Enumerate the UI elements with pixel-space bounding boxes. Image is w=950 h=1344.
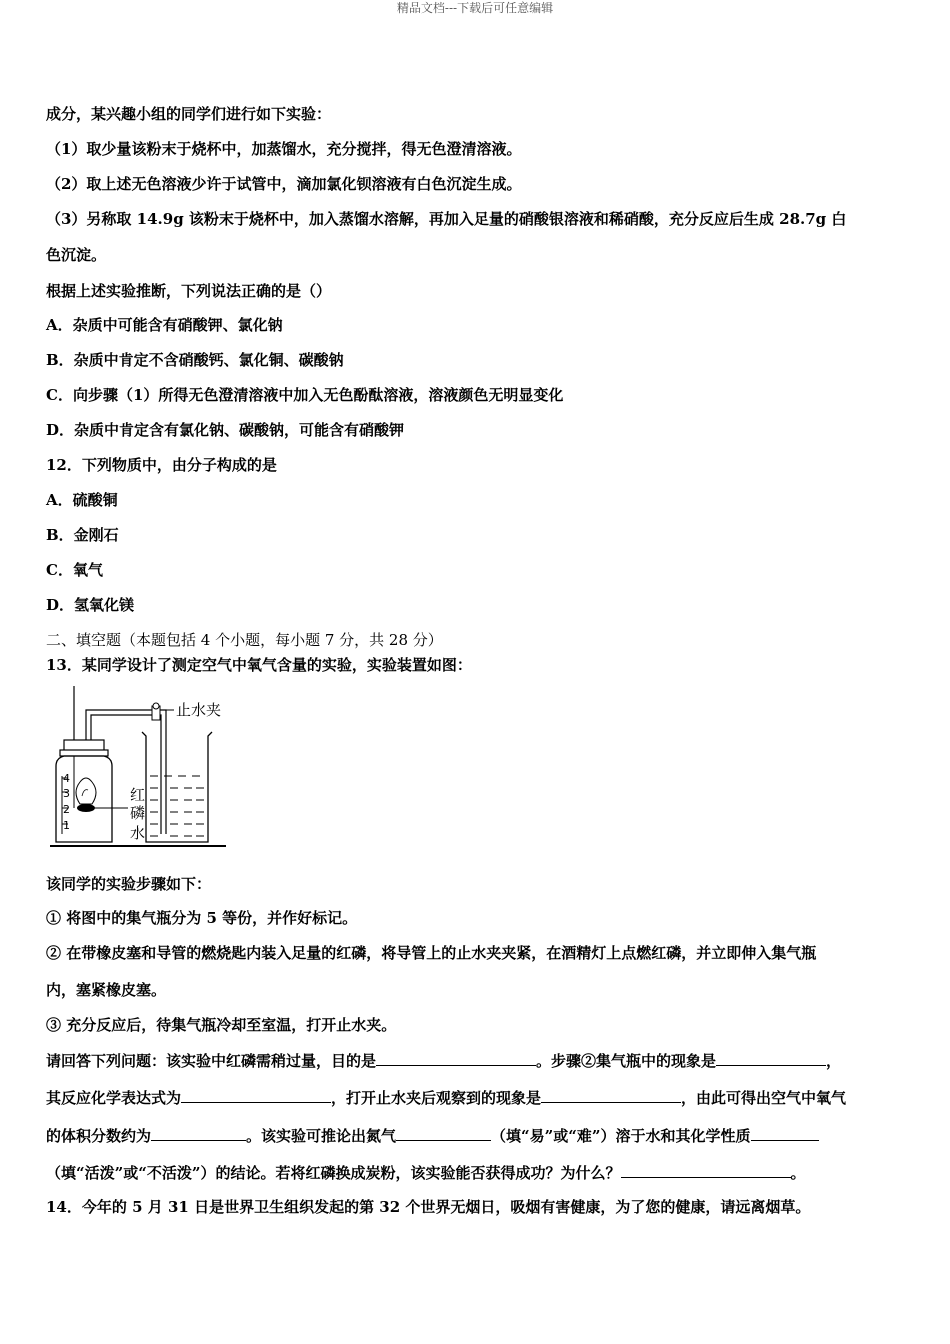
mark-2: 2 [63, 803, 70, 816]
procedure-2: ② 在带橡皮塞和导管的燃烧匙内装入足量的红磷，将导管上的止水夹夹紧，在酒精灯上点燃红磷，并立即伸入集气瓶 [46, 944, 817, 962]
step-3: （3）另称取 14.9g 该粉末于烧杯中，加入蒸馏水溶解，再加入足量的硝酸银溶液和稀硝酸，充分反应后生成 28.7g 白 [46, 210, 847, 228]
option-d: D．杂质中肯定含有氯化钠、碳酸钠，可能含有硝酸钾 [46, 421, 405, 439]
page-header: 精品文档---下载后可任意编辑 [396, 1, 554, 15]
answer-blank[interactable] [396, 1125, 491, 1141]
steps-intro: 该同学的实验步骤如下： [46, 875, 212, 893]
answer-blank[interactable] [181, 1087, 331, 1103]
phosphorus-label-1: 红 [130, 786, 146, 804]
answer-blank[interactable] [621, 1162, 791, 1178]
water-label: 水 [130, 824, 146, 842]
option-c: C．向步骤（1）所得无色澄清溶液中加入无色酚酞溶液，溶液颜色无明显变化 [46, 386, 564, 404]
answer-line-4: （填“活泼”或“不活泼”）的结论。若将红磷换成炭粉，该实验能否获得成功？为什么？ 。 [46, 1164, 806, 1182]
question-stem: 根据上述实验推断，下列说法正确的是（） [46, 282, 332, 300]
q12-option-b: B．金刚石 [46, 526, 119, 544]
mark-1: 1 [63, 819, 70, 832]
mark-4: 4 [63, 772, 70, 785]
step-2: （2）取上述无色溶液少许于试管中，滴加氯化钡溶液有白色沉淀生成。 [46, 175, 522, 193]
procedure-1: ① 将图中的集气瓶分为 5 等份，并作好标记。 [46, 909, 358, 927]
question-13: 13．某同学设计了测定空气中氧气含量的实验，实验装置如图： [46, 656, 472, 674]
option-a: A．杂质中可能含有硝酸钾、氯化钠 [46, 316, 283, 334]
q12-option-c: C．氧气 [46, 561, 103, 579]
answer-line-1: 请回答下列问题：该实验中红磷需稍过量，目的是 。步骤②集气瓶中的现象是 ， [46, 1052, 842, 1070]
question-14: 14．今年的 5 月 31 日是世界卫生组织发起的第 32 个世界无烟日，吸烟有害健康，为了您的健康，请远离烟草。 [46, 1198, 811, 1216]
mark-3: 3 [63, 787, 70, 800]
step-1: （1）取少量该粉末于烧杯中，加蒸馏水，充分搅拌，得无色澄清溶液。 [46, 140, 522, 158]
option-b: B．杂质中肯定不含硝酸钙、氯化铜、碳酸钠 [46, 351, 344, 369]
answer-blank[interactable] [716, 1050, 826, 1066]
procedure-3: ③ 充分反应后，待集气瓶冷却至室温，打开止水夹。 [46, 1016, 397, 1034]
answer-blank[interactable] [751, 1125, 819, 1141]
q12-option-a: A．硫酸铜 [46, 491, 118, 509]
apparatus-figure [46, 684, 236, 854]
phosphorus-label-2: 磷 [130, 804, 146, 822]
answer-line-2: 其反应化学表达式为 ，打开止水夹后观察到的现象是 ，由此可得出空气中氧气 [46, 1089, 847, 1107]
clamp-label: 止水夹 [176, 701, 222, 719]
procedure-2-cont: 内，塞紧橡皮塞。 [46, 981, 167, 999]
question-12: 12．下列物质中，由分子构成的是 [46, 456, 277, 474]
q12-option-d: D．氢氧化镁 [46, 596, 135, 614]
intro-text: 成分，某兴趣小组的同学们进行如下实验： [46, 105, 332, 123]
answer-blank[interactable] [151, 1125, 246, 1141]
section-title: 二、填空题（本题包括 4 个小题，每小题 7 分，共 28 分） [46, 631, 443, 649]
answer-blank[interactable] [376, 1050, 536, 1066]
answer-line-3: 的体积分数约为 。该实验可推论出氮气 （填“易”或“难”）溶于水和其化学性质 [46, 1125, 819, 1146]
answer-blank[interactable] [541, 1087, 681, 1103]
step-3-cont: 色沉淀。 [46, 246, 107, 264]
